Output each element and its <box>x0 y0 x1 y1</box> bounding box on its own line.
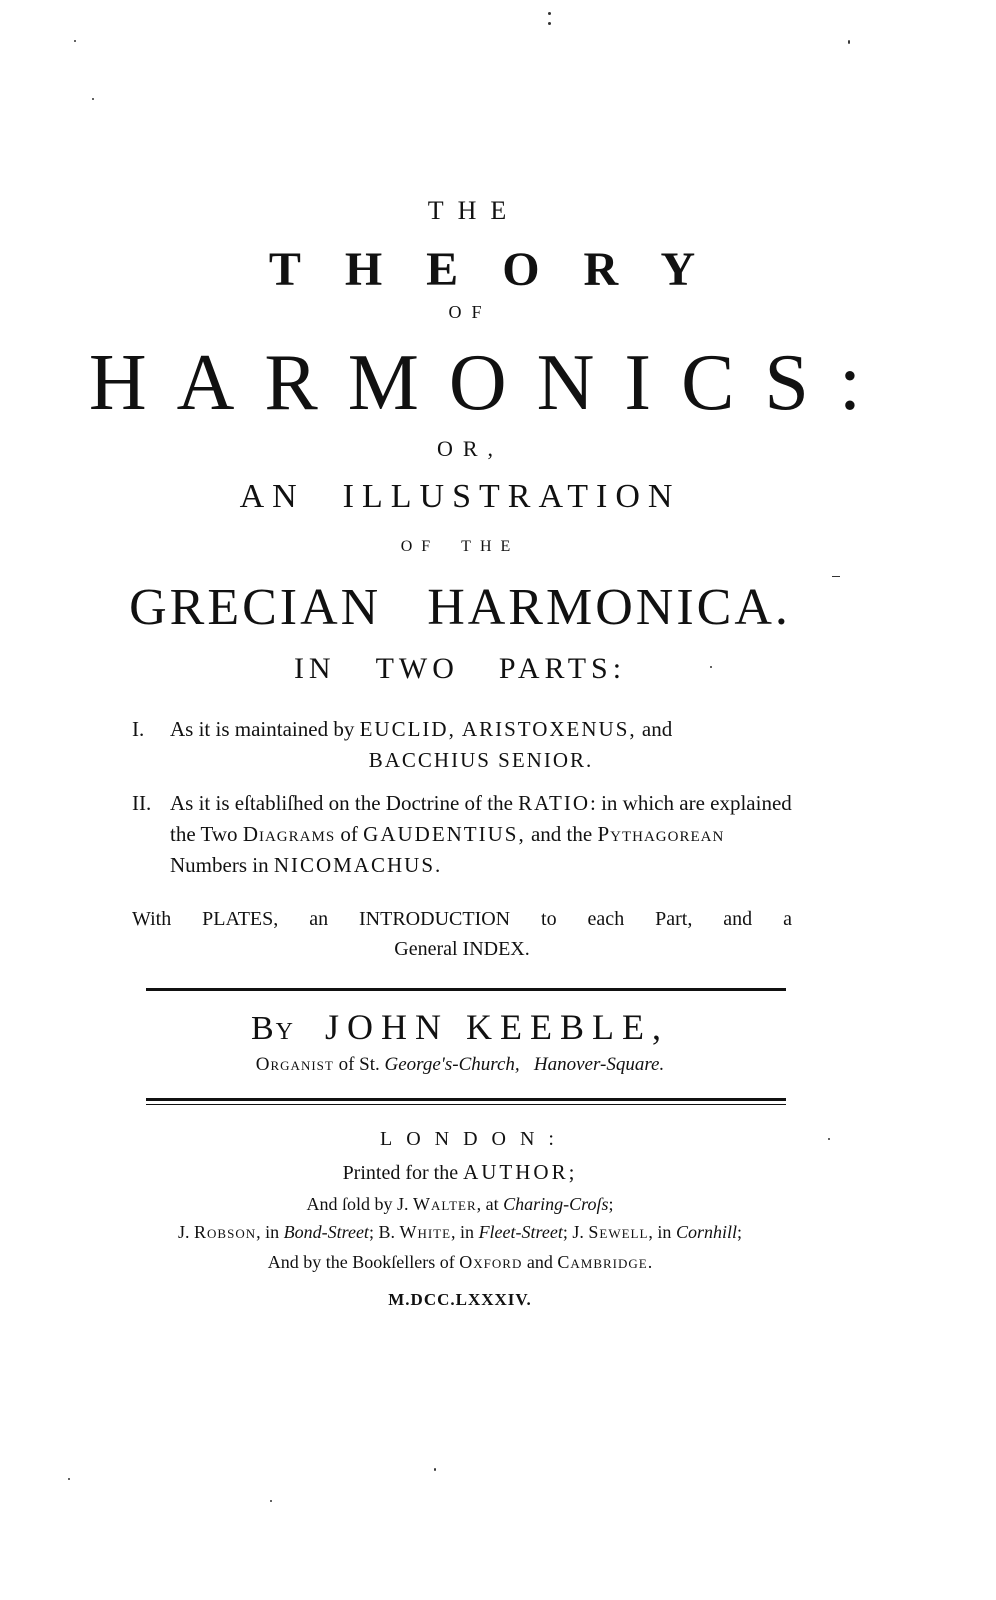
author-of-st: of St. <box>333 1054 385 1075</box>
scan-speck <box>434 1468 436 1471</box>
part-two-nicomachus: NICOMACHUS. <box>273 853 443 877</box>
author-position <box>0 1054 920 1076</box>
imprint-oxford: Oxford <box>459 1252 523 1272</box>
imprint-cornhill: Cornhill <box>675 1222 737 1242</box>
divider-double-rule-bottom <box>146 1104 786 1105</box>
imprint-sold-end: ; <box>608 1194 614 1214</box>
author-square: Hanover-Square. <box>533 1054 665 1075</box>
part-two-text-a: As it is eſtabliſhed on the Doctrine of the <box>170 791 519 815</box>
scan-speck <box>74 40 76 42</box>
imprint-in-1: , in <box>256 1222 284 1242</box>
imprint-sold-at: , at <box>476 1194 504 1214</box>
author-line <box>0 1006 920 1048</box>
imprint-sold-text: And ſold by J. <box>306 1194 413 1214</box>
part-one-bacchius: BACCHIUS SENIOR. <box>368 748 594 772</box>
imprint-printed-text: Printed for the <box>342 1162 464 1184</box>
title-harmonics: HARMONICS: <box>88 339 892 427</box>
subtitle-of-the <box>0 538 920 556</box>
imprint-walter: Walter <box>412 1194 477 1214</box>
title-the: THE <box>427 196 521 225</box>
author-church: George's-Church, <box>384 1054 520 1075</box>
subtitle-an-illustration <box>0 478 920 516</box>
title-or: OR, <box>436 436 504 461</box>
imprint-robson: Robson <box>194 1222 257 1242</box>
part-two-pythagorean: Pythagorean <box>597 822 725 846</box>
parts-in: IN <box>293 652 336 685</box>
author-by: By <box>251 1010 296 1047</box>
part-two-numeral: II. <box>132 791 152 815</box>
imprint-charing-cross: Charing-Croſs <box>503 1194 609 1214</box>
imprint-oxford-cambridge <box>0 1252 920 1273</box>
part-two-text <box>170 788 792 881</box>
imprint-in-2: , in <box>451 1222 479 1242</box>
imprint-printed-for <box>0 1160 920 1185</box>
imprint-in-3: , in <box>648 1222 676 1242</box>
part-two-diagrams: Diagrams <box>242 822 336 846</box>
author-organist: Organist <box>255 1054 334 1075</box>
scan-speck <box>68 1478 70 1480</box>
subtitle-the: THE <box>461 538 520 555</box>
imprint-and: and <box>522 1252 558 1272</box>
part-one-euclid: EUCLID, <box>359 717 456 741</box>
part-one-description <box>132 714 792 776</box>
subtitle-of: OF <box>400 538 440 555</box>
part-one-line1 <box>170 714 792 745</box>
subtitle-illustration: ILLUSTRATION <box>342 478 681 515</box>
imprint-sold-by <box>0 1194 920 1215</box>
subtitle-an: AN <box>239 478 305 515</box>
parts-two: TWO <box>375 652 459 685</box>
scan-speck <box>710 666 712 668</box>
author-name: JOHN KEEBLE, <box>325 1007 669 1047</box>
plates-line1: With PLATES, an INTRODUCTION to each Part, and a <box>132 908 792 930</box>
scan-speck <box>848 40 850 44</box>
part-two-text-c: of <box>335 822 364 846</box>
title-theory: THEORY <box>268 243 740 296</box>
subtitle-harmonica: HARMONICA. <box>427 579 791 636</box>
parts-parts: PARTS: <box>498 652 627 685</box>
imprint-sewell: Sewell <box>588 1222 649 1242</box>
part-two-ratio: RATIO <box>518 791 591 815</box>
imprint-author: AUTHOR; <box>463 1160 578 1184</box>
imprint-robson-initial: J. <box>178 1222 195 1242</box>
imprint-white-initial: ; B. <box>368 1222 400 1242</box>
plates-line2: General INDEX. <box>394 938 530 960</box>
scan-speck <box>270 1500 272 1502</box>
scan-speck <box>548 12 551 15</box>
imprint-cambridge: Cambridge <box>557 1252 648 1272</box>
imprint-booksellers-line <box>0 1222 920 1243</box>
part-two-text-d: and the <box>525 822 598 846</box>
plates-note <box>132 904 792 964</box>
imprint-london: LONDON: <box>380 1128 568 1150</box>
imprint-white: White <box>399 1222 452 1242</box>
imprint-bond-street: Bond-Street <box>283 1222 369 1242</box>
divider-double-rule-top <box>146 1098 786 1101</box>
imprint-date: M.DCC.LXXXIV. <box>388 1290 532 1309</box>
imprint-robson-end: ; <box>736 1222 742 1242</box>
part-one-aristoxenus: ARISTOXENUS, <box>455 717 637 741</box>
scan-speck <box>832 576 840 577</box>
part-one-and: and <box>636 717 673 741</box>
part-one-text: As it is maintained by <box>170 717 360 741</box>
part-two-description <box>132 788 792 881</box>
subtitle-grecian-harmonica <box>0 578 920 637</box>
imprint-period: . <box>647 1252 653 1272</box>
scan-speck <box>548 22 551 25</box>
divider-rule <box>146 988 786 991</box>
imprint-fleet-street: Fleet-Street <box>478 1222 563 1242</box>
part-two-gaudentius: GAUDENTIUS, <box>363 822 526 846</box>
imprint-sewell-initial: ; J. <box>562 1222 589 1242</box>
part-one-numeral: I. <box>132 717 145 741</box>
imprint-booksellers-text: And by the Bookſellers of <box>267 1252 460 1272</box>
part-two-text-e: Numbers in <box>170 853 274 877</box>
scan-speck <box>92 98 94 100</box>
subtitle-grecian: GRECIAN <box>129 579 382 636</box>
part-two-text-b: : in which are explained the Two <box>170 791 792 846</box>
scan-speck <box>828 1138 830 1140</box>
title-of: OF <box>448 302 492 322</box>
in-two-parts <box>0 652 920 686</box>
